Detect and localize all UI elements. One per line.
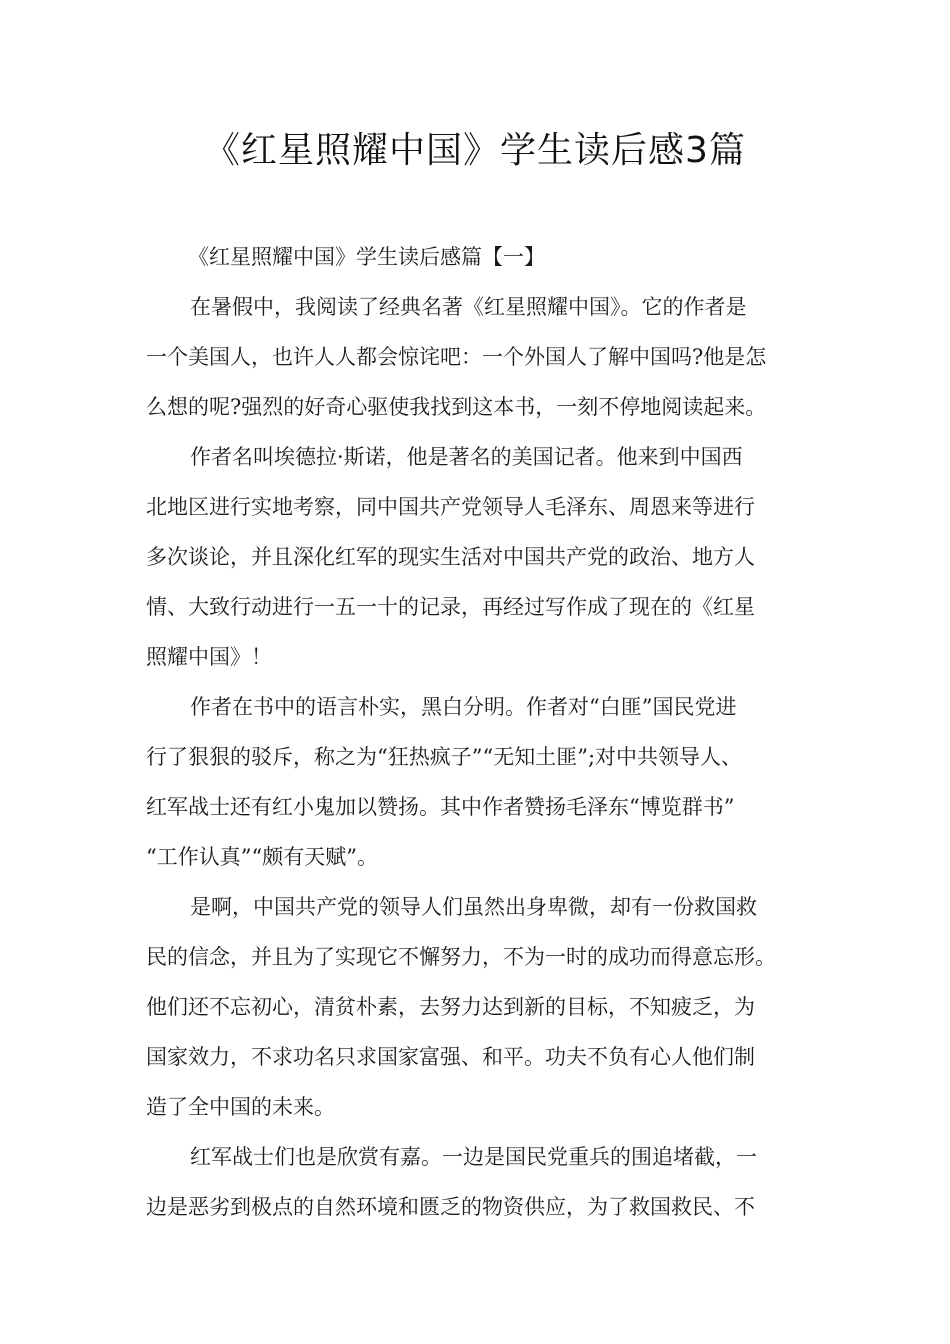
text-line: 照耀中国》！	[146, 645, 272, 669]
text-line: 一个美国人，也许人人都会惊诧吧：一个外国人了解中国吗?他是怎	[146, 345, 767, 369]
text-line: 在暑假中，我阅读了经典名著《红星照耀中国》。它的作者是	[190, 295, 747, 319]
text-line: 是啊，中国共产党的领导人们虽然出身卑微，却有一份救国救	[190, 895, 757, 919]
paragraph-2	[146, 432, 826, 682]
text-line: 作者名叫埃德拉·斯诺，他是著名的美国记者。他来到中国西	[190, 445, 743, 469]
text-line: 多次谈论，并且深化红军的现实生活对中国共产党的政治、地方人	[146, 545, 755, 569]
paragraph-4	[146, 882, 826, 1132]
text-line: 国家效力，不求功名只求国家富强、和平。功夫不负有心人他们制	[146, 1045, 755, 1069]
text-line: 作者在书中的语言朴实，黑白分明。作者对“白匪”国民党进	[190, 695, 737, 719]
text-line: 边是恶劣到极点的自然环境和匮乏的物资供应，为了救国救民、不	[146, 1195, 755, 1219]
text-line: 北地区进行实地考察，同中国共产党领导人毛泽东、周恩来等进行	[146, 495, 755, 519]
text-line: 情、大致行动进行一五一十的记录，再经过写作成了现在的《红星	[146, 595, 755, 619]
text-line: 么想的呢?强烈的好奇心驱使我找到这本书，一刻不停地阅读起来。	[146, 395, 767, 419]
text-line: 他们还不忘初心，清贫朴素，去努力达到新的目标，不知疲乏，为	[146, 995, 755, 1019]
text-line: 造了全中国的未来。	[146, 1095, 335, 1119]
document-body	[146, 232, 826, 1232]
text-line: 红军战士还有红小鬼加以赞扬。其中作者赞扬毛泽东“博览群书”	[146, 795, 735, 819]
paragraph-5	[146, 1132, 826, 1232]
paragraph-3	[146, 682, 826, 882]
document-title: 《红星照耀中国》学生读后感3篇	[204, 130, 746, 171]
paragraph-1	[146, 282, 826, 432]
text-line: “工作认真”“颇有天赋”。	[146, 845, 378, 869]
text-line: 行了狠狠的驳斥，称之为“狂热疯子”“无知土匪”;对中共领导人、	[146, 745, 743, 769]
text-line: 红军战士们也是欣赏有嘉。一边是国民党重兵的围追堵截，一	[190, 1145, 757, 1169]
text-line: 民的信念，并且为了实现它不懈努力，不为一时的成功而得意忘形。	[146, 945, 776, 969]
section-heading: 《红星照耀中国》学生读后感篇【一】	[188, 245, 545, 269]
